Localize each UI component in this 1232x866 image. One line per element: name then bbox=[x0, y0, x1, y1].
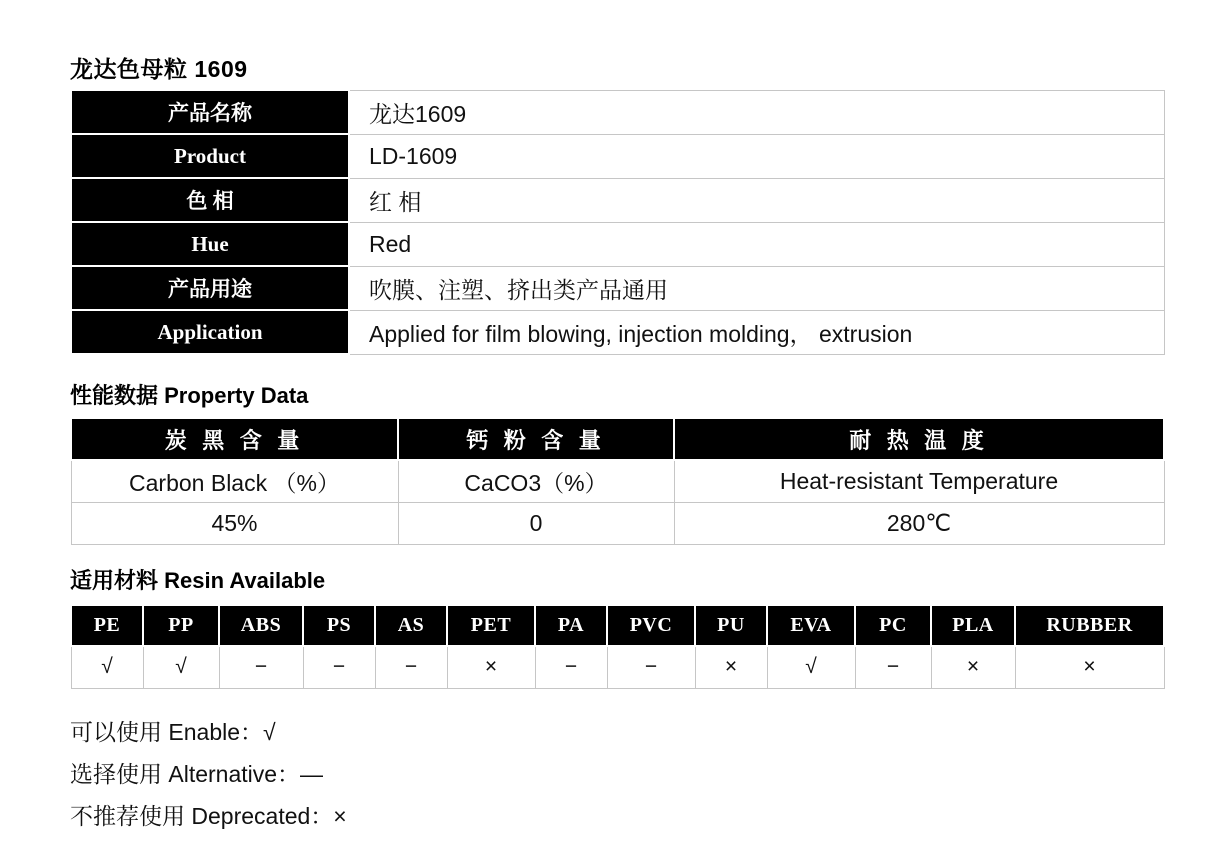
resin-value-pet: × bbox=[447, 646, 535, 689]
property-data-table bbox=[70, 417, 1165, 545]
resin-value-pvc: − bbox=[607, 646, 695, 689]
resin-header-ps: PS bbox=[303, 605, 375, 646]
table-row bbox=[71, 222, 1164, 266]
table-row bbox=[71, 310, 1164, 354]
resin-header-pet: PET bbox=[447, 605, 535, 646]
property-header-row bbox=[71, 418, 1164, 460]
row-value-application-cn: 吹膜、注塑、挤出类产品通用 bbox=[349, 266, 1164, 310]
resin-available-table bbox=[70, 604, 1165, 690]
row-label-hue-cn: 色 相 bbox=[71, 178, 349, 222]
col-header-heat-resistant-en: Heat-resistant Temperature bbox=[674, 460, 1164, 502]
resin-header-pc: PC bbox=[855, 605, 931, 646]
value-carbon-black: 45% bbox=[71, 502, 398, 544]
row-value-application-en: Applied for film blowing, injection molding， extrusion bbox=[349, 310, 1164, 354]
col-header-caco3-cn: 钙 粉 含 量 bbox=[398, 418, 674, 460]
resin-value-pa: − bbox=[535, 646, 607, 689]
table-row bbox=[71, 178, 1164, 222]
col-header-carbon-black-en: Carbon Black （%） bbox=[71, 460, 398, 502]
resin-value-pc: − bbox=[855, 646, 931, 689]
resin-header-row bbox=[71, 605, 1164, 646]
row-value-hue-en: Red bbox=[349, 222, 1164, 266]
legend-alternative: 选择使用 Alternative：— bbox=[70, 761, 324, 787]
legend-enable: 可以使用 Enable：√ bbox=[70, 719, 276, 745]
legend bbox=[70, 711, 1163, 837]
resin-value-pu: × bbox=[695, 646, 767, 689]
table-row bbox=[71, 266, 1164, 310]
row-label-product-name-en: Product bbox=[71, 134, 349, 178]
resin-value-ps: − bbox=[303, 646, 375, 689]
col-header-carbon-black-cn: 炭 黑 含 量 bbox=[71, 418, 398, 460]
page-content bbox=[70, 0, 1163, 837]
property-data-heading: 性能数据 Property Data bbox=[70, 383, 309, 408]
row-value-product-name-en: LD-1609 bbox=[349, 134, 1164, 178]
page-title: 龙达色母粒 1609 bbox=[70, 56, 248, 82]
resin-header-as: AS bbox=[375, 605, 447, 646]
resin-value-pp: √ bbox=[143, 646, 219, 689]
col-header-heat-resistant-cn: 耐 热 温 度 bbox=[674, 418, 1164, 460]
table-row bbox=[71, 134, 1164, 178]
resin-header-abs: ABS bbox=[219, 605, 303, 646]
resin-value-pe: √ bbox=[71, 646, 143, 689]
row-value-hue-cn: 红 相 bbox=[349, 178, 1164, 222]
value-heat-resistant: 280℃ bbox=[674, 502, 1164, 544]
table-row bbox=[71, 90, 1164, 134]
resin-value-rubber: × bbox=[1015, 646, 1164, 689]
resin-value-pla: × bbox=[931, 646, 1015, 689]
resin-header-pe: PE bbox=[71, 605, 143, 646]
resin-value-as: − bbox=[375, 646, 447, 689]
row-value-product-name-cn: 龙达1609 bbox=[349, 90, 1164, 134]
row-label-application-en: Application bbox=[71, 310, 349, 354]
product-info-table bbox=[70, 89, 1165, 355]
row-label-product-name-cn: 产品名称 bbox=[71, 90, 349, 134]
resin-header-pp: PP bbox=[143, 605, 219, 646]
resin-header-pvc: PVC bbox=[607, 605, 695, 646]
resin-header-eva: EVA bbox=[767, 605, 855, 646]
legend-deprecated: 不推荐使用 Deprecated：× bbox=[70, 803, 347, 829]
resin-header-pa: PA bbox=[535, 605, 607, 646]
resin-available-heading: 适用材料 Resin Available bbox=[70, 567, 326, 593]
property-subheader-row bbox=[71, 460, 1164, 502]
row-label-application-cn: 产品用途 bbox=[71, 266, 349, 310]
resin-header-pla: PLA bbox=[931, 605, 1015, 646]
resin-header-rubber: RUBBER bbox=[1015, 605, 1164, 646]
row-label-hue-en: Hue bbox=[71, 222, 349, 266]
property-values-row bbox=[71, 502, 1164, 544]
col-header-caco3-en: CaCO3（%） bbox=[398, 460, 674, 502]
resin-header-pu: PU bbox=[695, 605, 767, 646]
value-caco3: 0 bbox=[398, 502, 674, 544]
resin-value-eva: √ bbox=[767, 646, 855, 689]
resin-value-abs: − bbox=[219, 646, 303, 689]
resin-values-row bbox=[71, 646, 1164, 689]
